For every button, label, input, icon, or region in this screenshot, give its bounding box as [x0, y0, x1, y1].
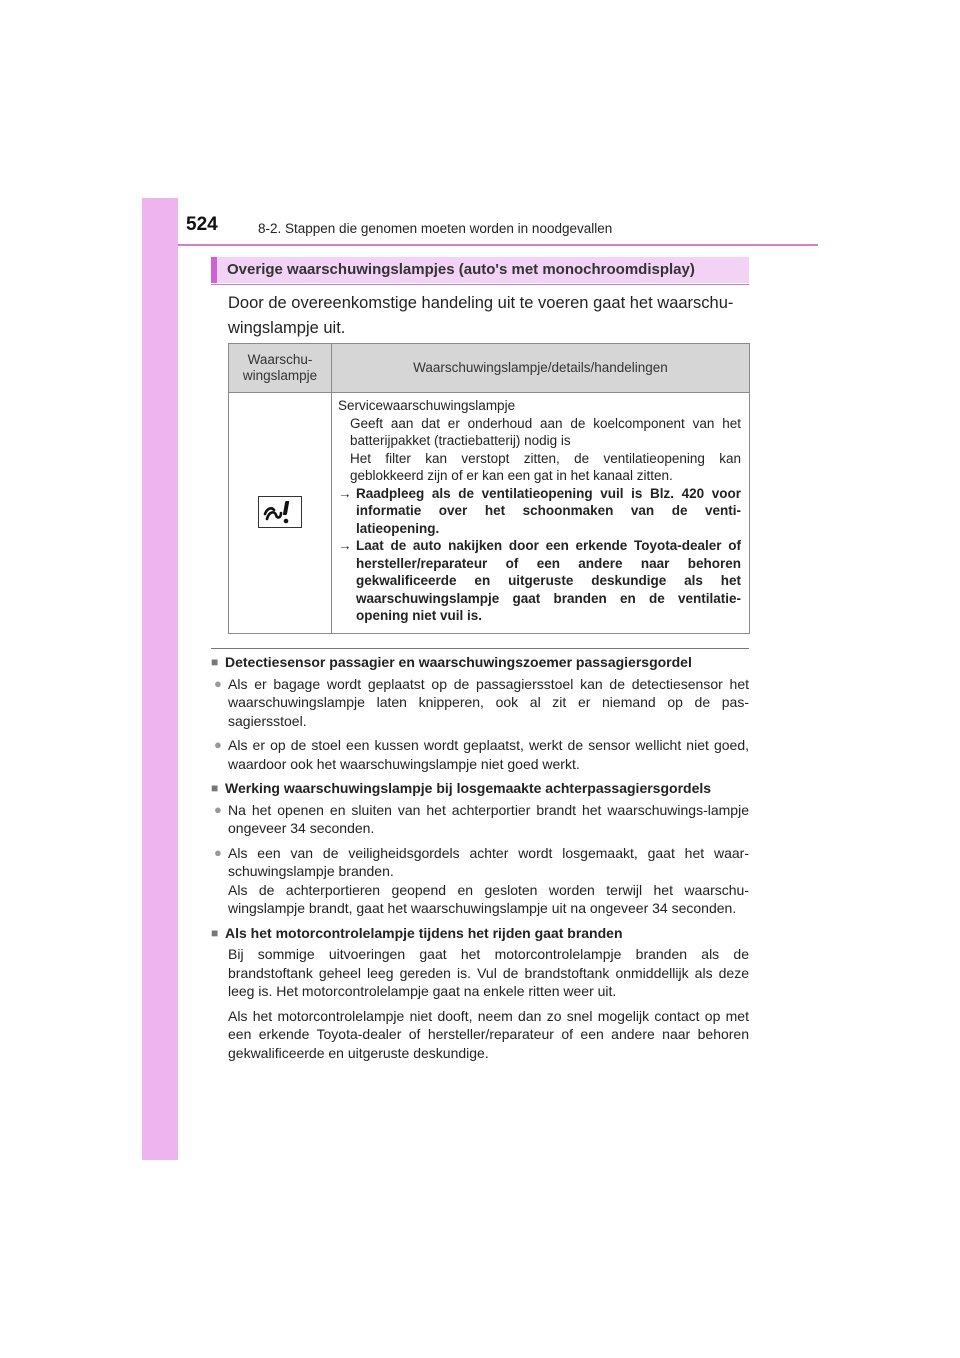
detail-title: Servicewaarschuwingslampje — [338, 398, 516, 413]
arrow-right-icon: → — [338, 485, 352, 501]
note-paragraph: Bij sommige uitvoeringen gaat het motorcontrolelampje branden als de brandstoftank geheel leeg gereden is. Vul de brandstoftank onmiddellijk als deze leeg is. Het motorcontrolelampje gaat na enkele ritten weer uit. — [228, 946, 749, 999]
icon-cell — [229, 393, 332, 634]
notes-section — [211, 653, 749, 1068]
detail-description-1: Geeft aan dat er onderhoud aan de koelcomponent van het batterijpakket (tractiebatterij) nodig is — [350, 415, 741, 448]
note-heading-text: Werking waarschuwingslampje bij losgemaakte achterpassagiersgordels — [225, 780, 712, 796]
chapter-side-tab — [142, 198, 178, 1160]
section-title: Overige waarschuwingslampjes (auto's met monochroomdisplay) — [211, 257, 749, 283]
note-heading — [211, 779, 749, 798]
arrow-right-icon: → — [338, 538, 352, 553]
dot-bullet-icon: ● — [214, 675, 222, 691]
table-row — [229, 393, 750, 634]
detail-cell — [332, 393, 750, 634]
list-item-text: Als er bagage wordt geplaatst op de passagiersstoel kan de detectiesensor het waarschuwingslampje laten knipperen, ook al zit er niemand op de pas-sagiersstoel. — [228, 675, 749, 729]
list-item-continuation — [211, 881, 749, 918]
list-item — [211, 844, 749, 881]
note-heading — [211, 924, 749, 943]
square-bullet-icon: ■ — [211, 655, 219, 669]
warning-table — [228, 343, 750, 634]
action-line — [338, 537, 741, 625]
ventilation-warning-icon — [258, 496, 302, 528]
list-item-text: Als de achterportieren geopend en gesloten worden terwijl het waarschu-wingslampje brandt, gaat het waarschuwingslampje uit na ongeveer 34 seconden. — [228, 881, 749, 916]
list-item — [211, 736, 749, 773]
notes-divider — [211, 648, 749, 649]
header-rule — [178, 244, 818, 246]
list-item — [211, 801, 749, 838]
note-heading-text: Als het motorcontrolelampje tijdens het rijden gaat branden — [225, 924, 623, 941]
dot-bullet-icon: ● — [214, 844, 222, 860]
square-bullet-icon: ■ — [211, 925, 219, 940]
action-text: Laat de auto nakijken door een erkende Toyota-dealer of hersteller/reparateur of een andere naar behoren gekwalificeerde en uitgeruste deskundige als het waarschuwingslampje gaat branden en de ventilatie-opening niet vuil is. — [356, 538, 741, 623]
list-item-text: Na het openen en sluiten van het achterportier brandt het waarschuwings-lampje ongeveer 34 seconden. — [228, 801, 749, 836]
page-number: 524 — [186, 214, 218, 235]
action-text: Raadpleeg als de ventilatieopening vuil is Blz. 420 voor informatie over het schoonmaken van de venti-latieopening. — [356, 485, 741, 536]
section-title-underline — [211, 284, 749, 285]
list-item-text: Als er op de stoel een kussen wordt geplaatst, werkt de sensor wellicht niet goed, waardoor ook het waarschuwingslampje niet goed werkt. — [228, 737, 749, 772]
detail-description-2: Het filter kan verstopt zitten, de ventilatieopening kan geblokkeerd zijn of er kan een gat in het kanaal zitten. — [350, 450, 741, 483]
note-heading-text: Detectiesensor passagier en waarschuwingszoemer passagiersgordel — [225, 654, 692, 670]
action-line — [338, 485, 741, 538]
note-paragraph: Als het motorcontrolelampje niet dooft, neem dan zo snel mogelijk contact op met een erkende Toyota-dealer of hersteller/reparateur of een andere naar behoren gekwalificeerde en uitgeruste deskundige. — [228, 1007, 749, 1061]
table-header-details: Waarschuwingslampje/details/handelingen — [332, 344, 750, 393]
list-item-text: Als een van de veiligheidsgordels achter wordt losgemaakt, gaat het waar-schuwingslampje branden. — [228, 844, 749, 879]
list-item — [211, 675, 749, 731]
running-title: 8-2. Stappen die genomen moeten worden in noodgevallen — [258, 221, 613, 236]
table-header-lamp: Waarschu-wingslampje — [229, 344, 332, 393]
square-bullet-icon: ■ — [211, 781, 219, 795]
intro-text: Door de overeenkomstige handeling uit te voeren gaat het waarschu-wingslampje uit. — [228, 294, 734, 337]
dot-bullet-icon: ● — [214, 801, 222, 817]
note-heading — [211, 653, 749, 672]
dot-bullet-icon: ● — [214, 737, 222, 752]
